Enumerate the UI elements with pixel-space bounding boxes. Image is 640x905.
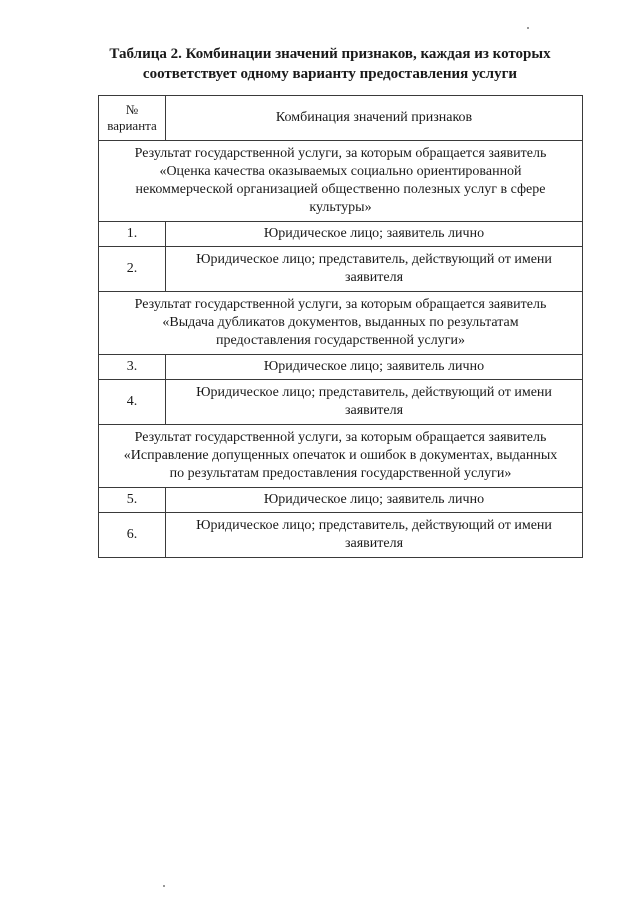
variant-row	[99, 247, 583, 292]
section-result-line: Результат государственной услуги, за которым обращается заявитель	[134, 430, 547, 445]
variant-combination	[166, 380, 583, 425]
variant-number: 3.	[99, 355, 166, 380]
section-result-line: Результат государственной услуги, за которым обращается заявитель	[134, 297, 547, 312]
header-variant-label: варианта	[107, 118, 157, 133]
variant-combination-line: Юридическое лицо; заявитель лично	[263, 359, 485, 374]
variant-combination-line: Юридическое лицо; заявитель лично	[263, 492, 485, 507]
header-combination: Комбинация значений признаков	[166, 96, 583, 141]
variant-row	[99, 488, 583, 513]
section-row	[99, 425, 583, 488]
scan-speck	[163, 885, 165, 887]
variant-combination-line: заявителя	[344, 403, 404, 418]
section-result-line: «Исправление допущенных опечаток и ошибок в документах, выданных	[123, 448, 558, 463]
variant-combination-line: Юридическое лицо; представитель, действующий от имени	[196, 252, 552, 267]
variant-combination-line: заявителя	[344, 270, 404, 285]
variant-row	[99, 355, 583, 380]
variant-row	[99, 380, 583, 425]
section-result-cell	[99, 425, 583, 488]
section-result-line: Результат государственной услуги, за которым обращается заявитель	[134, 146, 547, 161]
variant-combination	[166, 222, 583, 247]
header-number-sign: №	[125, 102, 139, 117]
table-header-row	[99, 96, 583, 141]
section-result-line: «Оценка качества оказываемых социально ориентированной	[159, 164, 522, 179]
variant-combination	[166, 488, 583, 513]
table-title-line-2: соответствует одному варианту предоставления услуги	[142, 66, 518, 82]
section-result-cell	[99, 292, 583, 355]
section-result-line: культуры»	[309, 200, 372, 215]
variant-combination-line: Юридическое лицо; представитель, действующий от имени	[196, 518, 552, 533]
variant-number: 1.	[99, 222, 166, 247]
variant-combination	[166, 355, 583, 380]
variant-row	[99, 513, 583, 558]
variant-row	[99, 222, 583, 247]
section-result-line: «Выдача дубликатов документов, выданных по результатам	[162, 315, 519, 330]
variant-number: 4.	[99, 380, 166, 425]
variants-table	[98, 95, 583, 558]
section-result-line: некоммерческой организацией общественно полезных услуг в сфере	[135, 182, 546, 197]
variant-number: 6.	[99, 513, 166, 558]
variant-combination-line: Юридическое лицо; представитель, действующий от имени	[196, 385, 552, 400]
scan-speck	[527, 27, 529, 29]
section-row	[99, 141, 583, 222]
section-result-line: по результатам предоставления государственной услуги»	[169, 466, 512, 481]
variant-combination	[166, 247, 583, 292]
variant-number: 2.	[99, 247, 166, 292]
section-row	[99, 292, 583, 355]
variant-combination-line: заявителя	[344, 536, 404, 551]
variant-combination	[166, 513, 583, 558]
table-title	[100, 44, 560, 84]
variant-number: 5.	[99, 488, 166, 513]
variant-combination-line: Юридическое лицо; заявитель лично	[263, 226, 485, 241]
table-title-line-1: Таблица 2. Комбинации значений признаков, каждая из которых	[109, 46, 551, 62]
section-result-cell	[99, 141, 583, 222]
section-result-line: предоставления государственной услуги»	[216, 333, 465, 348]
header-variant-number	[99, 96, 166, 141]
